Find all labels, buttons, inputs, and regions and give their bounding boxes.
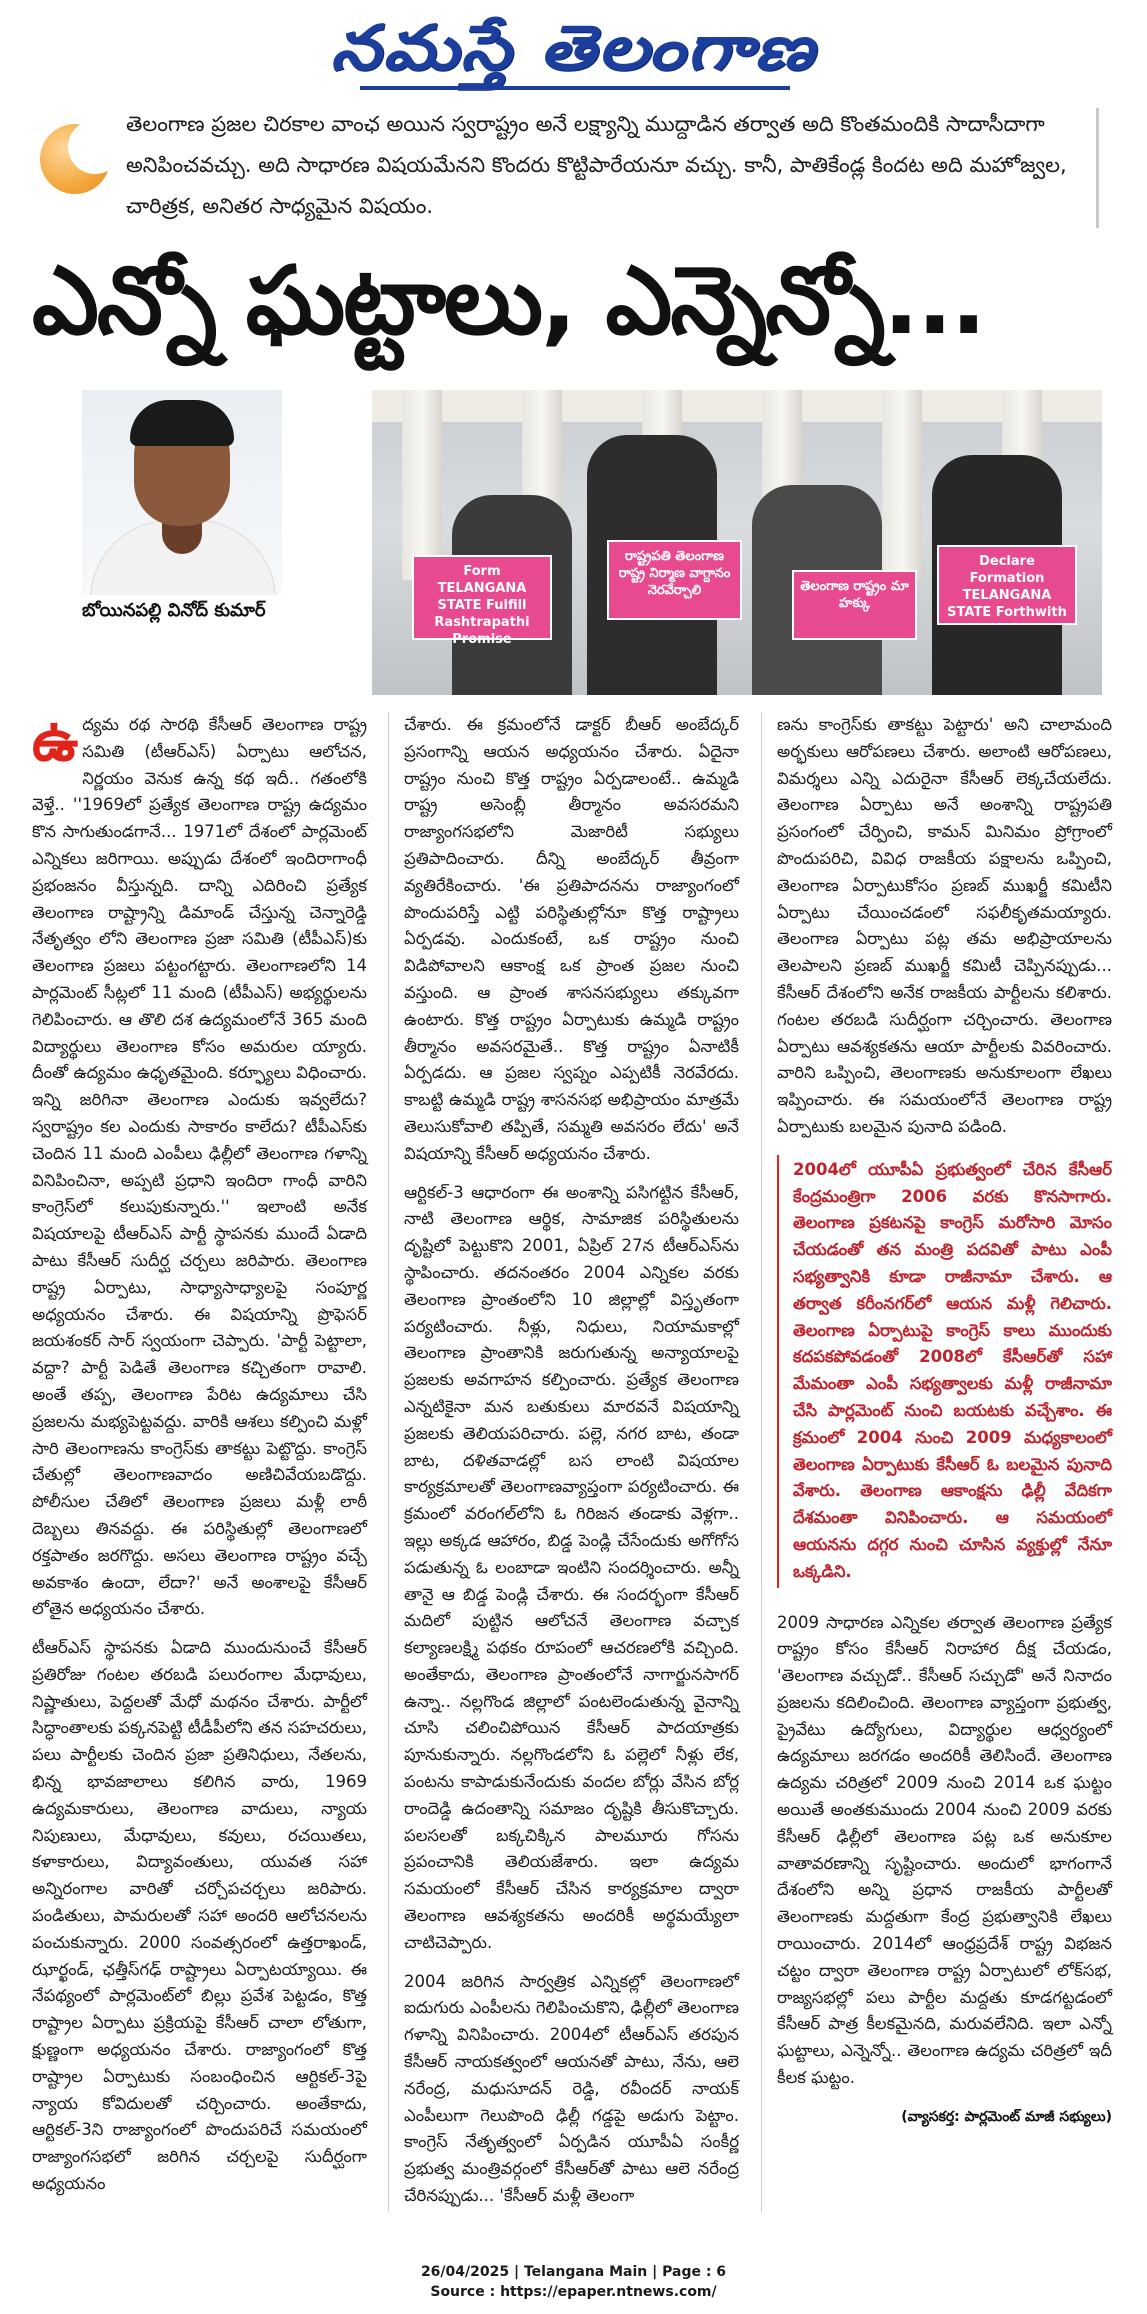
writer-note: (వ్యాసకర్త: పార్లమెంట్ మాజీ సభ్యులు) [901,2108,1112,2125]
column-divider [761,712,762,2212]
pull-quote: 2004లో యూపీఏ ప్రభుత్వంలో చేరిన కేసీఆర్ కేంద్రమంత్రిగా 2006 వరకు కొనసాగారు. తెలంగాణ ప్రకటనపై కాంగ్రెస్ మరోసారి మోసం చేయడంతో తన మంత్రి పదవితో పాటు ఎంపీ సభ్యత్వానికి కూడా రాజీనామా చేశారు. ఆ తర్వాత కరీంనగర్‌లో ఆయన మళ్లీ గెలిచారు. తెలంగాణ ఏర్పాటుపై కాంగ్రెస్ కాలు ముందుకు కదపకపోవడంతో 2008లో కేసీఆర్‌తో సహా మేమంతా ఎంపీ సభ్యత్వాలకు మళ్లీ రాజీనామా చేసి పార్లమెంట్ నుంచి బయటకు వచ్చేశాం. ఈ క్రమంలో 2004 నుంచి 2009 మధ్యకాలంలో తెలంగాణ ఏర్పాటుకు కేసీఆర్ ఓ బలమైన పునాది వేశారు. తెలంగాణ ఆకాంక్షను ఢిల్లీ వేదికగా దేశమంతా వినిపించారు. ఆ సమయంలో ఆయనను దగ్గర నుంచి చూసిన వ్యక్తుల్లో నేనూ ఒక్కడిని. [777,1155,1112,1588]
paragraph: 2009 సాధారణ ఎన్నికల తర్వాత తెలంగాణ ప్రత్యేక రాష్ట్రం కోసం కేసీఆర్ నిరాహార దీక్ష చేయడం, 'తెలంగాణ వచ్చుడో.. కేసీఆర్ సచ్చుడో' అనే నినాదం ప్రజలను కదిలించింది. తెలంగాణ వ్యాప్తంగా ప్రభుత్వ, ప్రైవేటు ఉద్యోగులు, విద్యార్థుల ఆధ్వర్యంలో ఉద్యమాలు జరగడం అందరికీ తెలిసిందే. తెలంగాణ ఉద్యమ చరిత్రలో 2009 నుంచి 2014 ఒక ఘట్టం అయితే అంతకుముందు 2004 నుంచి 2009 వరకు కేసీఆర్ ఢిల్లీలో తెలంగాణ పట్ల ఒక అనుకూల వాతావరణాన్ని సృష్టించారు. అందులో భాగంగానే దేశంలోని అన్ని ప్రధాన రాజకీయ పార్టీలతో తెలంగాణకు మద్దతుగా కేంద్ర ప్రభుత్వానికి లేఖలు రాయించారు. 2014లో ఆంధ్రప్రదేశ్ రాష్ట్ర విభజన చట్టం ద్వారా తెలంగాణ రాష్ట్ర ఏర్పాటులో లోక్‌సభ, రాజ్యసభల్లో పలు పార్టీల మద్దతు కూడగట్టడంలో కేసీఆర్ పాత్ర కీలకమైనది, మరువలేనిది. ఇలా ఎన్నో ఘట్టాలు, ఎన్నెన్నో.. తెలంగాణ ఉద్యమ చరిత్రలో ఇదీ కీలక ఘట్టం. [777,1612,1112,2088]
headline: ఎన్నో ఘట్టాలు, ఎన్నెన్నో... [32,247,985,356]
paragraph: ణను కాంగ్రెస్‌కు తాకట్టు పెట్టారు' అని చాలామంది అర్భకులు ఆరోపణలు చేశారు. అలాంటి ఆరోపణలు, విమర్శలు ఎన్ని ఎదురైనా కేసీఆర్ లెక్కచేయలేదు. తెలంగాణ ఏర్పాటు అనే అంశాన్ని రాష్ట్రపతి ప్రసంగంలో చేర్పించి, కామన్ మినిమం ప్రోగ్రాంలో పొందుపరిచి, వివిధ రాజకీయ పక్షాలను ఒప్పించి, తెలంగాణ ఏర్పాటుకోసం ప్రణబ్ ముఖర్జీ కమిటీని ఏర్పాటు చేయించడంలో సఫలీకృతమయ్యారు. తెలంగాణ ఏర్పాటు పట్ల తమ అభిప్రాయాలను తెలపాలని ప్రణబ్ ముఖర్జీ కమిటీ చెప్పినప్పుడు... కేసీఆర్ దేశంలోని అనేక రాజకీయ పార్టీలను కలిశారు. గంటల తరబడి సుదీర్ఘంగా చర్చించారు. తెలంగాణ ఏర్పాటు ఆవశ్యకతను ఆయా పార్టీలకు వివరించారు. వారిని ఒప్పించి, తెలంగాణకు అనుకూలంగా లేఖలు ఇప్పించారు. ఈ సమయంలోనే తెలంగాణ రాష్ట్ర ఏర్పాటుకు బలమైన పునాది పడింది. [777,715,1112,1136]
placard: రాష్ట్రపతి తెలంగాణ రాష్ట్ర నిర్మాణ వాగ్దానం నెరవేర్చాలి [607,540,742,620]
paragraph [32,706,367,1623]
photo-column [402,390,442,580]
article-column-3 [777,712,1112,2131]
photo-column [882,390,922,580]
page-footer [0,2262,1147,2302]
drop-cap: ఉ [32,706,79,774]
placard: తెలంగాణ రాష్ట్రం మా హక్కు [792,570,917,640]
article-column-2 [404,712,739,2222]
deck-intro [40,104,1095,232]
paragraph-text: ద్యమ రథ సారథి కేసీఆర్ తెలంగాణ రాష్ట్ర సమితి (టీఆర్ఎస్) ఏర్పాటు ఆలోచన, నిర్ణయం వెనుక ఉన్న కథ ఇదీ.. గతంలోకి వెళ్తే.. ''1969లో ప్రత్యేక తెలంగాణ రాష్ట్ర ఉద్యమం కొన సాగుతుండగానే... 1971లో దేశంలో పార్లమెంట్ ఎన్నికలు జరిగాయి. అప్పుడు దేశంలో ఇందిరాగాంధీ ప్రభంజనం వీస్తున్నది. దాన్ని ఎదిరించి ప్రత్యేక తెలంగాణ రాష్ట్రాన్ని డిమాండ్ చేస్తున్న చెన్నారెడ్డి నేతృత్వం లోని తెలంగాణ ప్రజా సమితి (టీపీఎస్)కు తెలంగాణ ప్రజలు పట్టంగట్టారు. తెలంగాణలోని 14 పార్లమెంట్ సీట్లలో 11 మంది (టీపీఎస్) అభ్యర్థులను గెలిపించారు. ఆ తొలి దశ ఉద్యమంలోనే 365 మంది విద్యార్థులు తెలంగాణ కోసం అమరుల య్యారు. దీంతో ఉద్యమం ఉధృతమైంది. కర్ఫ్యూలు విధించారు. ఇన్ని జరిగినా తెలంగాణ ఎందుకు ఇవ్వలేదు? స్వరాష్ట్రం కల ఎందుకు సాకారం కాలేదు? టీపీఎస్‌కు చెందిన 11 మంది ఎంపీలు ఢిల్లీలో తెలంగాణ గళాన్ని వినిపించినా, అప్పటి ప్రధాని ఇందిరా గాంధీ వారిని కాంగ్రెస్‌లో కలుపుకున్నారు.'' ఇలాంటి అనేక విషయాలపై టీఆర్ఎస్ పార్టీ స్థాపనకు ముందే ఏడాది పాటు కేసీఆర్ సుదీర్ఘ చర్చలు జరిపారు. తెలంగాణ రాష్ట్ర ఏర్పాటు, సాధ్యాసాధ్యాలపై సంపూర్ణ అధ్యయనం చేశారు. ఈ విషయాన్ని ప్రొఫెసర్ జయశంకర్ సార్ స్వయంగా చెప్పారు. 'పార్టీ పెట్టాలా, వద్దా? పార్టీ పెడితే తెలంగాణ కచ్చితంగా రావాలి. అంతే తప్ప, తెలంగాణ పేరిట ఉద్యమాలు చేసి ప్రజలను మభ్యపెట్టవద్దు. వారికి ఆశలు కల్పించి మళ్లో సారి తెలంగాణను కాంగ్రెస్‌కు తాకట్టు పెట్టొద్దు. కాంగ్రెస్ చేతుల్లో తెలంగాణవాదం అణిచివేయబడొద్దు. పోలీసుల చేతిలో తెలంగాణ ప్రజలు మళ్లీ లాఠీ దెబ్బలు తినవద్దు. ఈ పరిస్థితుల్లో తెలంగాణలో రక్తపాతం జరగొద్దు. అసలు తెలంగాణ రాష్ట్రం వచ్చే అవకాశం ఉందా, లేదా?' అనే అంశాలపై కేసీఆర్ లోతైన అధ్యయనం చేశారు. [32,715,367,1619]
photo-building-roof [372,390,1102,422]
paragraph: టీఆర్ఎస్ స్థాపనకు ఏడాది ముందునుంచే కేసీఆర్ ప్రతిరోజు గంటల తరబడి పలురంగాల మేధావులు, నిష్ణాతులు, పెద్దలతో మేధో మథనం చేశారు. పార్టీలో సిద్ధాంతాలకు పక్కనపెట్టి టీడీపీలోని తన సహచరులు, పలు పార్టీలకు చెందిన ప్రజా ప్రతినిధులు, నేతలను, భిన్న భావజాలాలు కలిగిన వారు, 1969 ఉద్యమకారులు, తెలంగాణ వాదులు, న్యాయ నిపుణులు, మేధావులు, కవులు, రచయితలు, కళాకారులు, విద్యావంతులు, యువత సహా అన్నిరంగాల వారితో చర్చోపచర్చలు జరిపారు. పండితులు, పామరులతో సహా అందరి ఆలోచనలను పంచుకున్నారు. 2000 సంవత్సరంలో ఉత్తరాఖండ్, ఝార్ఖండ్, ఛత్తీస్‌గఢ్ రాష్ట్రాలు ఏర్పాటయ్యాయి. ఈ నేపథ్యంలో పార్లమెంట్‌లో బిల్లు ప్రవేశ పెట్టడం, కొత్త రాష్ట్రాల ఏర్పాటు ప్రక్రియపై కేసీఆర్ చాలా లోతుగా, క్షుణ్ణంగా అధ్యయనం చేశారు. రాజ్యాంగంలో కొత్త రాష్ట్రాల ఏర్పాటుకు సంబంధించిన ఆర్టికల్-3పై న్యాయ కోవిదులతో చర్చించారు. అంతేకాదు, ఆర్టికల్-3ని రాజ్యాంగంలో పొందుపరిచే సమయంలో రాజ్యాంగసభలో జరిగిన చర్చలపై సుదీర్ఘంగా అధ్యయనం [32,1638,367,2194]
article-body [32,706,1112,2242]
column-divider [388,712,389,2212]
paragraph: ఆర్టికల్-3 ఆధారంగా ఈ అంశాన్ని పసిగట్టిన కేసీఆర్, నాటి తెలంగాణ ఆర్థిక, సామాజిక పరిస్థితులను దృష్టిలో పెట్టుకొని 2001, ఏప్రిల్ 27న టీఆర్ఎస్‌ను స్థాపించారు. తదనంతరం 2004 ఎన్నికల వరకు తెలంగాణ ప్రాంతంలోని 10 జిల్లాల్లో విస్తృతంగా పర్యటించారు. నీళ్లు, నిధులు, నియామకాల్లో తెలంగాణ ప్రాంతానికి జరుగుతున్న అన్యాయాలపై ప్రజలకు అవగాహన కల్పించారు. ప్రత్యేక తెలంగాణ ఎన్నటికైనా మన బతుకులు మారవనే విషయాన్ని ప్రజలకు తెలియపరిచారు. పల్లె, నగర బాట, తండా బాట, దళితవాడల్లో బస లాంటి విషయాల కార్యక్రమాలతో తెలంగాణవ్యాప్తంగా పర్యటించారు. ఈ క్రమంలో వరంగల్‌లోని ఓ గిరిజన తండాకు వెళ్లగా.. ఇల్లు అక్కడ ఆహారం, బిడ్డ పెండ్లి చేసేందుకు అగోగోస పడుతున్న ఓ లంబాడా ఇంటిని సందర్శించారు. అన్నీ తానై ఆ బిడ్డ పెండ్లి చేశారు. ఈ సందర్భంగా కేసీఆర్ మదిలో పుట్టిన ఆలోచనే తెలంగాణ వచ్చాక కల్యాణలక్ష్మి పథకం రూపంలో ఆచరణలోకి వచ్చింది. అంతేకాదు, తెలంగాణ ప్రాంతంలోనే నాగార్జునసాగర్ ఉన్నా.. నల్లగొండ జిల్లాలో పంటలెండుతున్న వైనాన్ని చూసి చలించిపోయిన కేసీఆర్ పాదయాత్రకు పూనుకున్నారు. నల్లగొండలోని ఓ పల్లెలో నీళ్లు లేక, పంటను కాపాడుకునేందుకు వందల బోర్లు వేసిన బోర్ల రాందెడ్డి ఉదంతాన్ని సమాజం దృష్టికి తీసుకొచ్చారు. పలసలతో బక్కచిక్కిన పాలమూరు గోసను ప్రపంచానికి తెలియజేశారు. ఇలా ఉద్యమ సమయంలో కేసీఆర్ చేసిన కార్యక్రమాల ద్వారా తెలంగాణ ఆవశ్యకతను అందరికీ అర్థమయ్యేలా చాటిచెప్పారు. [404,1182,739,1952]
footer-edition: 26/04/2025 | Telangana Main | Page : 6 [420,2264,727,2280]
placard: Declare Formation TELANGANA STATE Forthwith [937,545,1077,625]
crescent-moon-icon [40,124,110,194]
logo-underline [360,86,790,90]
newspaper-logo: నమస్తే తెలంగాణ [330,11,817,84]
article-column-1 [32,706,367,2210]
author-portrait [82,390,282,595]
author-byline: బోయినపల్లి వినోద్ కుమార్ [82,600,266,621]
placard: Form TELANGANA STATE Fulfill Rashtrapathi Promise [412,555,552,640]
masthead [0,0,1147,100]
portrait-hair [130,400,234,446]
footer-source: Source : https://epaper.ntnews.com/ [430,2284,717,2300]
paragraph: చేశారు. ఈ క్రమంలోనే డాక్టర్ బీఆర్ అంబేద్కర్ ప్రసంగాన్ని ఆయన అధ్యయనం చేశారు. ఏదైనా రాష్ట్రం నుంచి కొత్త రాష్ట్రం ఏర్పడాలంటే.. ఉమ్మడి రాష్ట్ర అసెంబ్లీ తీర్మానం అవసరమని రాజ్యాంగసభలోని మెజారిటీ సభ్యులు ప్రతిపాదించారు. దీన్ని అంబేద్కర్ తీవ్రంగా వ్యతిరేకించారు. 'ఈ ప్రతిపాదనను రాజ్యాంగంలో పొందుపరిస్తే ఎట్టి పరిస్థితుల్లోనూ కొత్త రాష్ట్రాలు ఏర్పడవు. ఎందుకంటే, ఒక రాష్ట్రం నుంచి విడిపోవాలని ఆకాంక్ష ఒక ప్రాంత ప్రజల నుంచి వస్తుంది. ఆ ప్రాంత శాసనసభ్యులు తక్కువగా ఉంటారు. కొత్త రాష్ట్రం ఏర్పాటుకు ఉమ్మడి రాష్ట్రం తీర్మానం అవసరమైతే.. కొత్త రాష్ట్రం ఏనాటికీ ఏర్పడదు. ఆ ప్రజల స్వప్నం ఎప్పటికీ నెరవేరదు. కాబట్టి ఉమ్మడి రాష్ట్ర శాసనసభ అభిప్రాయం మాత్రమే తెలుసుకోవాలి తప్పితే, సమ్మతి అవసరం లేదు' అనే విషయాన్ని కేసీఆర్ అధ్యయనం చేశారు. [404,715,739,1163]
deck-divider [1096,108,1099,228]
paragraph: 2004 జరిగిన సార్వత్రిక ఎన్నికల్లో తెలంగాణలో ఐదుగురు ఎంపీలను గెలిపించుకొని, ఢిల్లీలో తెలంగాణ గళాన్ని వినిపించారు. 2004లో టీఆర్ఎస్ తరపున కేసీఆర్ నాయకత్వంలో ఆయనతో పాటు, నేను, ఆలె నరేంద్ర, మధుసూదన్ రెడ్డి, రవీందర్ నాయక్ ఎంపీలుగా గెలుపొంది ఢిల్లీ గడ్డపై అడుగు పెట్టాం. కాంగ్రెస్ నేతృత్వంలో ఏర్పడిన యూపీఏ సంకీర్ణ ప్రభుత్వ మంత్రివర్గంలో కేసీఆర్‌తో పాటు ఆలె నరేంద్ర చేరినప్పుడు... 'కేసీఆర్ మళ్లీ తెలంగా [404,1971,739,2206]
news-photo [372,390,1102,695]
deck-text: తెలంగాణ ప్రజల చిరకాల వాంఛ అయిన స్వరాష్ట్రం అనే లక్ష్యాన్ని ముద్దాడిన తర్వాత అది కొంతమందికి సాదాసీదాగా అనిపించవచ్చు. అది సాధారణ విషయమేనని కొందరు కొట్టిపారేయనూ వచ్చు. కానీ, పాతికేండ్ల కిందట అది మహోజ్వల, చారిత్రక, అనితర సాధ్యమైన విషయం. [126,112,1067,218]
